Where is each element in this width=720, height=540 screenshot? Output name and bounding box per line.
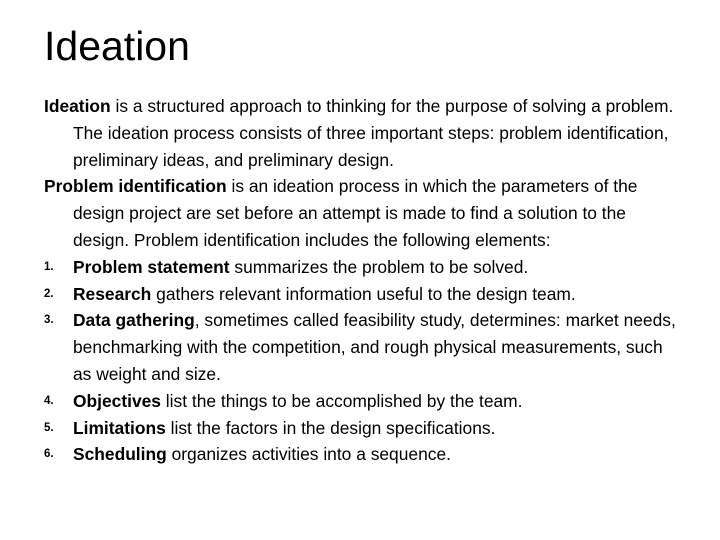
definition-paragraph (44, 173, 684, 253)
list-number: 6. (44, 448, 54, 461)
list-term: Problem statement (73, 256, 230, 277)
slide-title: Ideation (44, 23, 190, 69)
list-term: Scheduling (73, 444, 167, 465)
list-text: , sometimes called feasibility study, determines: market needs, benchmarking with the competition, and rough physical measurements, such as weight and size. (73, 310, 676, 384)
list-term: Limitations (73, 417, 166, 438)
list-item (44, 441, 684, 468)
slide-body (44, 93, 684, 468)
list-number: 5. (44, 421, 54, 434)
list-text: summarizes the problem to be solved. (229, 256, 529, 277)
intro-term: Ideation (44, 96, 111, 116)
list-number: 1. (44, 260, 54, 273)
list-item (44, 254, 684, 281)
list-item (44, 281, 684, 308)
list-number: 2. (44, 287, 54, 300)
list-term: Objectives (73, 390, 161, 411)
elements-list (44, 254, 684, 468)
definition-term: Problem identification (44, 176, 227, 197)
list-term: Research (73, 283, 152, 304)
intro-text: is a structured approach to thinking for the purpose of solving a problem. The ideation process consists of three important steps: problem identification, preliminary ideas, and preliminary design. (73, 96, 674, 170)
list-item (44, 388, 684, 415)
definition-text: is an ideation process in which the parameters of the design project are set before an attempt is made to find a solution to the design. Problem identification includes the following elements: (73, 176, 638, 250)
list-text: list the factors in the design specifications. (165, 417, 496, 438)
list-number: 4. (44, 394, 54, 407)
list-text: organizes activities into a sequence. (166, 444, 451, 465)
intro-paragraph (44, 93, 684, 173)
list-item (44, 307, 684, 387)
list-text: list the things to be accomplished by the team. (160, 390, 523, 411)
list-text: gathers relevant information useful to the design team. (151, 283, 576, 304)
list-item (44, 415, 684, 442)
list-number: 3. (44, 314, 54, 327)
list-term: Data gathering (73, 310, 195, 331)
